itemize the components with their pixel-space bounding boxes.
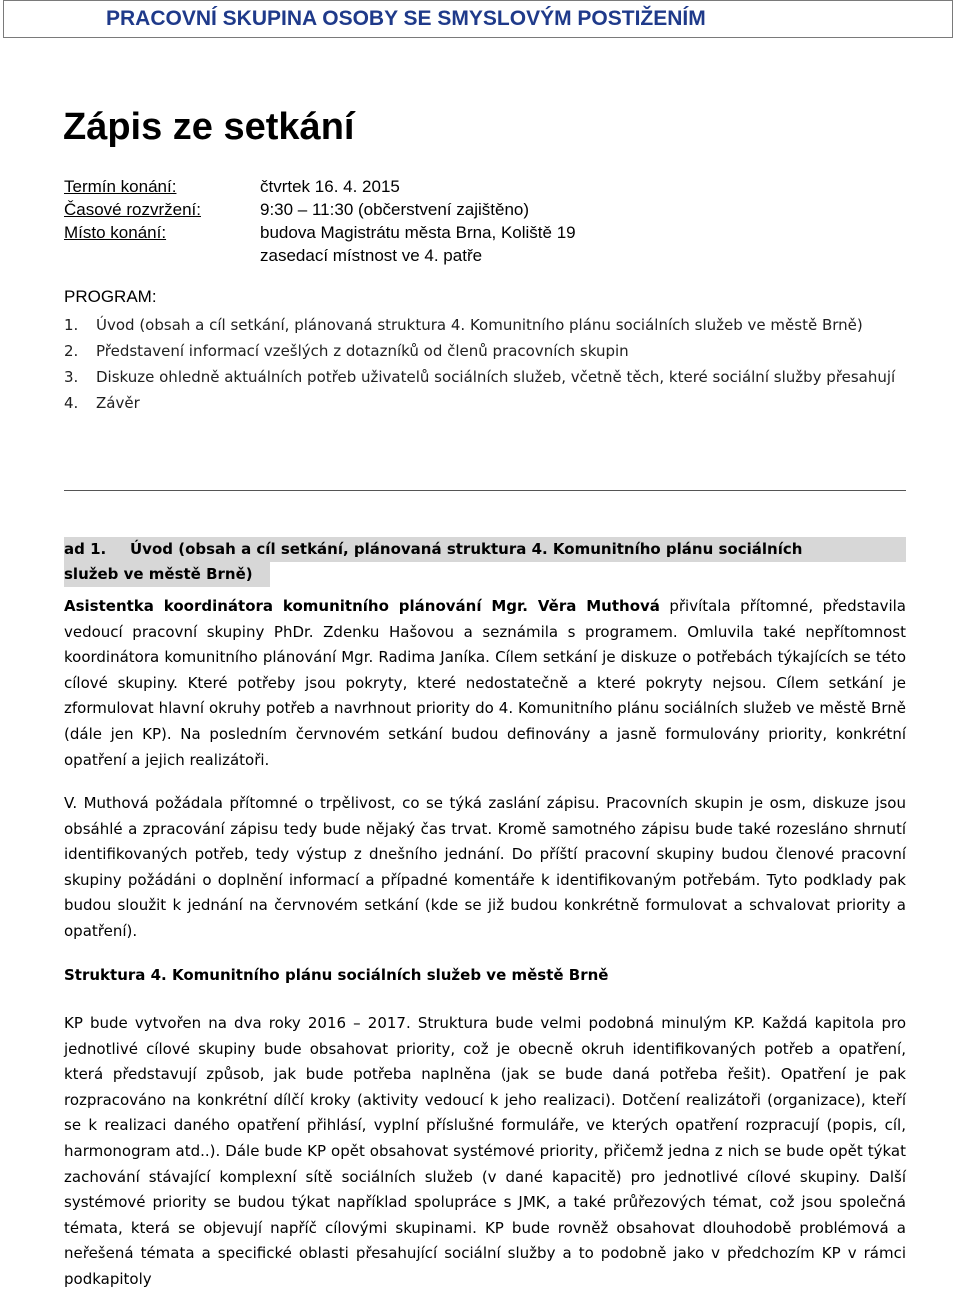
program-list [64,312,906,416]
section-heading-ad1 [64,537,906,587]
paragraph-minutes: V. Muthová požádala přítomné o trpělivost, co se týká zaslání zápisu. Pracovních skupin je osm, diskuze jsou obsáhlé a zpracování zápisu tedy bude nějaký čas trvat. Kromě samotného zápisu bude také rozesláno shrnutí identifikovaných potřeb, tedy výstup z dnešního jednání. Do příští pracovní skupiny budou členové pracovní skupiny požádáni o doplnění informací a případné komentáře k identifikovaným potřebám. Tyto podklady pak budou sloužit k jednání na červnovém setkání (kde se již budou konkrétně formulovat a schvalovat priority a opatření). [64,794,906,940]
program-item [64,390,906,416]
section-heading-text: Úvod (obsah a cíl setkání, plánovaná struktura 4. Komunitního plánu sociálních [130,540,803,558]
paragraph-intro [64,594,906,773]
header-box [3,0,953,38]
program-item-number: 3. [64,368,79,386]
section-heading-line [64,537,906,562]
bold-lead: Asistentka koordinátora komunitního plánování Mgr. Věra Muthová [64,597,660,615]
paragraph-text: přivítala přítomné, představila vedoucí pracovní skupiny PhDr. Zdenku Hašovou a seznámila s programem. Omluvila také nepřítomnost koordinátora komunitního plánování Mgr. Radima Janíka. Cílem setkání je diskuze o potřebách týkajících se této cílové skupiny. Které potřeby jsou pokryty, které nedostatečně a které pokryty nejsou. Cílem setkání je zformulovat hlavní okruhy potřeb a navrhnout priority do 4. Komunitního plánu sociálních služeb ve městě Brně (dále jen KP). Na posledním červnovém setkání budou definovány a jasně formulovány priority, konkrétní opatření a jejich realizátoři. [64,597,906,769]
section-number: ad 1. [64,540,107,558]
meta-value: budova Magistrátu města Brna, Koliště 19 [260,223,576,242]
program-item [64,364,906,390]
section-heading-line: služeb ve městě Brně) [64,562,270,587]
header-title: PRACOVNÍ SKUPINA OSOBY SE SMYSLOVÝM POSTIŽENÍM [106,7,706,30]
program-item-number: 4. [64,394,79,412]
meta-value: zasedací místnost ve 4. patře [260,246,483,265]
program-item [64,338,906,364]
program-item-text: Představení informací vzešlých z dotazníků od členů pracovních skupin [96,342,629,360]
program-item-text: Úvod (obsah a cíl setkání, plánovaná struktura 4. Komunitního plánu sociálních služeb ve městě Brně) [96,316,863,334]
program-item-text: Závěr [96,394,140,412]
paragraph-structure: KP bude vytvořen na dva roky 2016 – 2017. Struktura bude velmi podobná minulým KP. Každá kapitola pro jednotlivé cílové skupiny bude obsahovat priority, což je obecně okruh identifikovaných potřeb a opatření, která představují způsob, jak bude potřeba naplněna (jak se bude daná potřeba řešit). Opatření je pak rozpracováno na konkrétní dílčí kroky (aktivity vedoucí k jeho realizaci). Dotčení realizátoři (organizace), kteří se k realizaci daného opatření přihlásí, vyplní příslušné formuláře, ve kterých opatření rozpracují (popis, cíl, harmonogram atd..). Dále bude KP opět obsahovat systémové priority, přičemž jedna z nich se bude opět týkat zachování stávající komplexní sítě sociálních služeb (v dané kapacitě) pro jednotlivé cílové skupiny. Další systémové priority se budou týkat například spolupráce s JMK, a také průřezových témat, což jsou společná témata, která se objevují napříč cílovými skupinami. KP bude rovněž obsahovat dlouhodobě problémová a neřešená témata a specifické oblasti přesahující sociální služby a to podobně jako v předchozím KP v rámci podkapitoly [64,1014,906,1288]
meta-label: Termín konání: [64,177,177,196]
meta-label: Místo konání: [64,223,167,242]
program-item [64,312,906,338]
document-title: Zápis ze setkání [63,106,355,148]
horizontal-divider [64,490,906,491]
meta-label: Časové rozvržení: [64,200,201,219]
program-item-text: Diskuze ohledně aktuálních potřeb uživatelů sociálních služeb, včetně těch, které sociální služby přesahují [96,368,896,386]
program-label: PROGRAM: [64,287,157,306]
meta-value: čtvrtek 16. 4. 2015 [260,177,400,196]
meta-value: 9:30 – 11:30 (občerstvení zajištěno) [260,200,530,219]
program-item-number: 1. [64,316,79,334]
program-item-number: 2. [64,342,79,360]
structure-heading: Struktura 4. Komunitního plánu sociálních služeb ve městě Brně [64,966,609,984]
